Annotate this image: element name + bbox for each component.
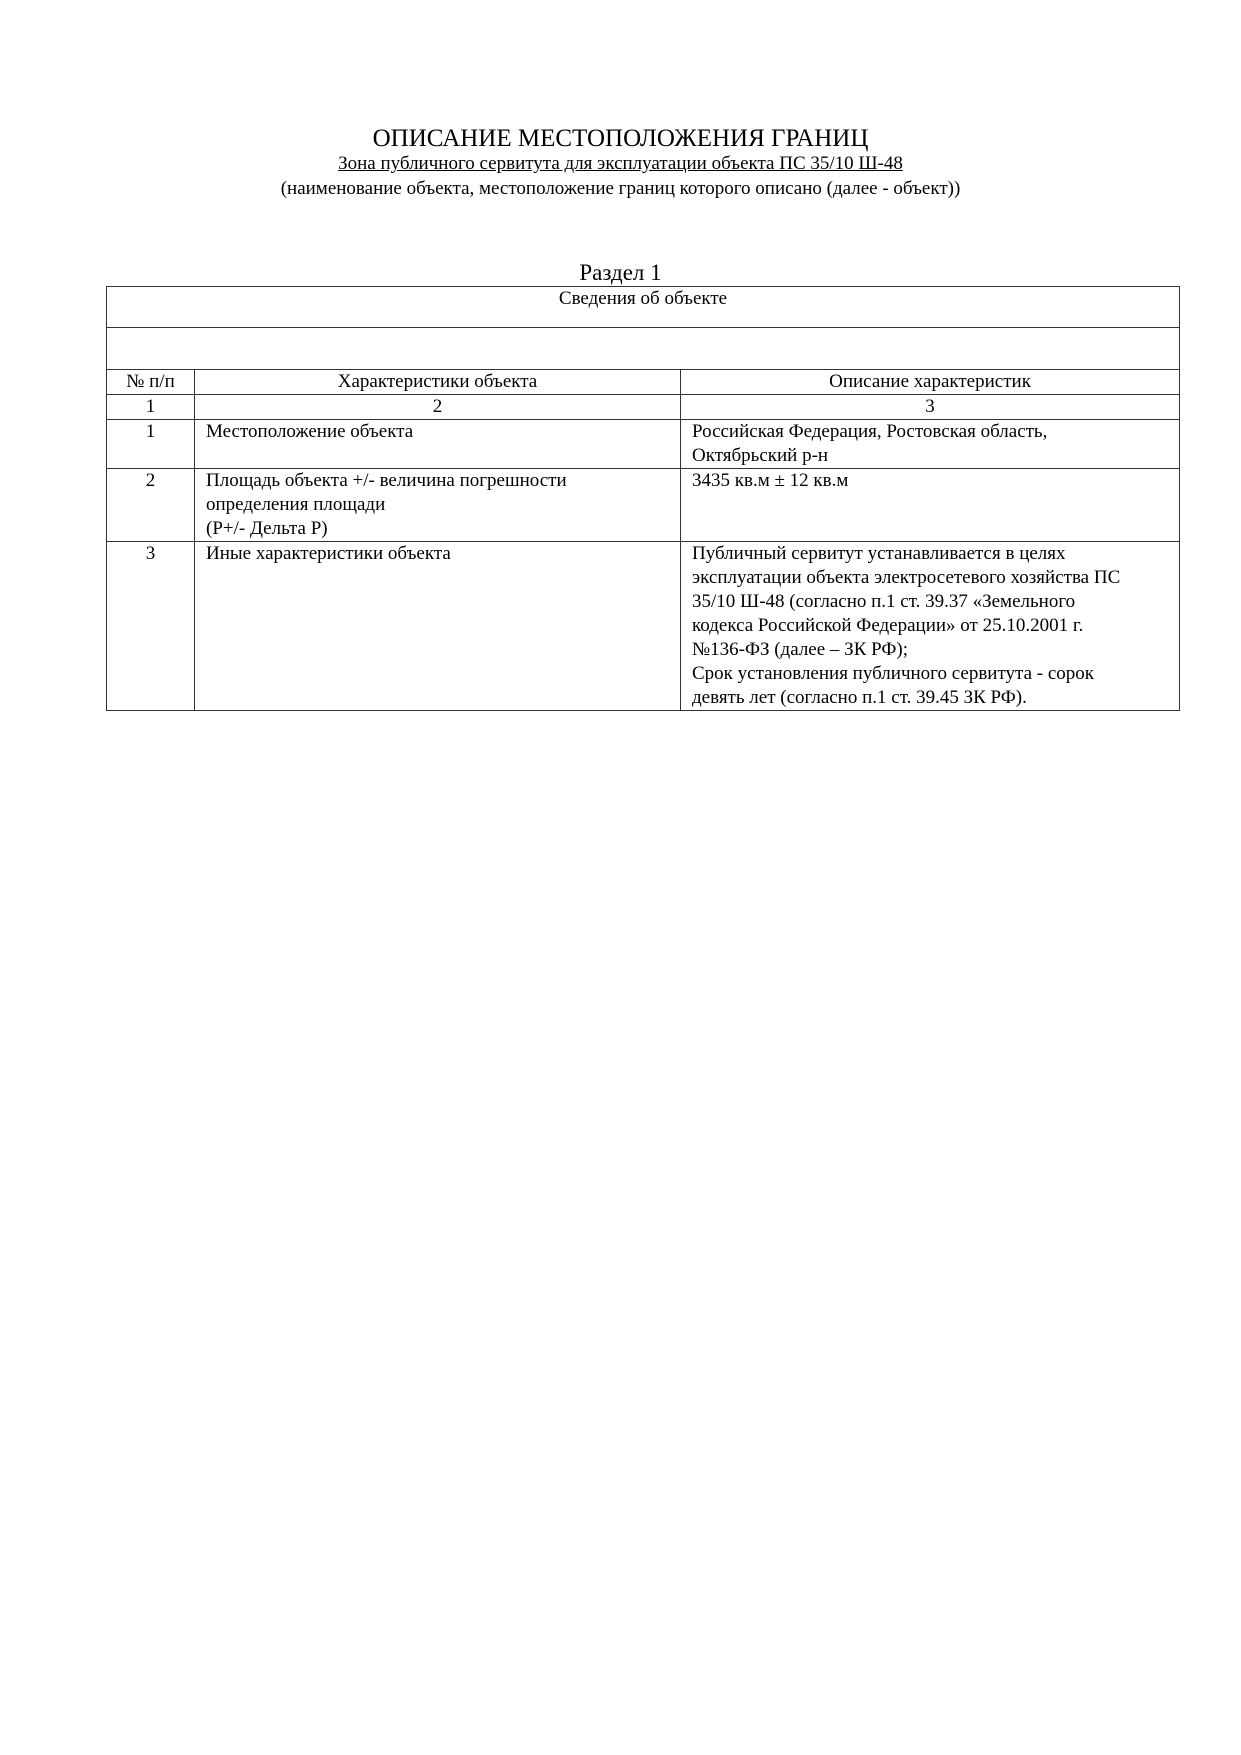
- row-characteristic: Местоположение объекта: [195, 420, 681, 469]
- row-characteristic: Площадь объекта +/- величина погрешности определения площади (Р+/- Дельта Р): [195, 469, 681, 542]
- object-name-line: [0, 153, 1241, 175]
- column-header: № п/п: [107, 370, 195, 395]
- section-title: Раздел 1: [579, 260, 662, 285]
- object-name: Зона публичного сервитута для эксплуатации объекта ПС 35/10 Ш-48: [338, 153, 903, 174]
- table-row: [107, 469, 1180, 542]
- table-header-row: [107, 370, 1180, 395]
- table-empty-cell: [107, 328, 1180, 370]
- table-row: [107, 542, 1180, 711]
- column-number: 2: [195, 395, 681, 420]
- column-number: 3: [681, 395, 1180, 420]
- object-caption: (наименование объекта, местоположение границ которого описано (далее - объект)): [280, 178, 961, 199]
- table-empty-row: [107, 328, 1180, 370]
- column-header: Описание характеристик: [681, 370, 1180, 395]
- row-description: 3435 кв.м ± 12 кв.м: [681, 469, 1180, 542]
- table-row: [107, 420, 1180, 469]
- object-info-table: [106, 286, 1180, 711]
- table-heading: Сведения об объекте: [107, 287, 1180, 328]
- column-header: Характеристики объекта: [195, 370, 681, 395]
- column-number: 1: [107, 395, 195, 420]
- document-title: ОПИСАНИЕ МЕСТОПОЛОЖЕНИЯ ГРАНИЦ: [372, 125, 869, 152]
- row-number: 3: [107, 542, 195, 711]
- row-number: 1: [107, 420, 195, 469]
- table-column-numbers-row: [107, 395, 1180, 420]
- table-heading-row: [107, 287, 1180, 328]
- row-description: Публичный сервитут устанавливается в целях эксплуатации объекта электросетевого хозяйства ПС 35/10 Ш-48 (согласно п.1 ст. 39.37 «Земельного кодекса Российской Федерации» от 25.10.2001 г. №136-ФЗ (далее – ЗК РФ); Срок установления публичного сервитута - сорок девять лет (согласно п.1 ст. 39.45 ЗК РФ).: [681, 542, 1180, 711]
- row-characteristic: Иные характеристики объекта: [195, 542, 681, 711]
- row-description: Российская Федерация, Ростовская область, Октябрьский р-н: [681, 420, 1180, 469]
- row-number: 2: [107, 469, 195, 542]
